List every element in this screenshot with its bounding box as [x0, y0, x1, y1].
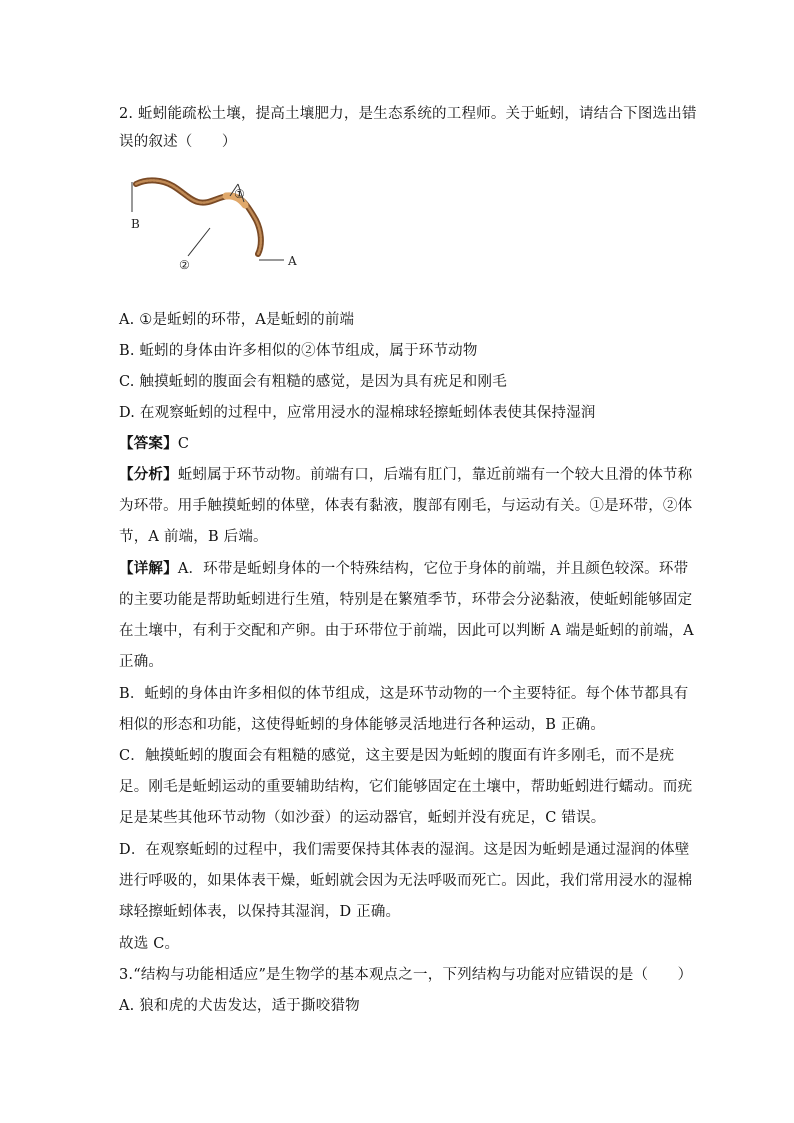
answer-line [119, 434, 189, 454]
q2-option-b: B. 蚯蚓的身体由许多相似的②体节组成，属于环节动物 [119, 343, 478, 359]
detail-a-line1 [119, 559, 688, 579]
detail-tag: 【详解】 [119, 560, 178, 577]
q3-stem: 3.“结构与功能相适应”是生物学的基本观点之一，下列结构与功能对应错误的是（ ） [119, 967, 693, 983]
q3-option-a: A. 狼和虎的犬齿发达，适于撕咬猎物 [119, 998, 360, 1014]
analysis-line3: 节，A 前端，B 后端。 [119, 529, 268, 545]
detail-a-line3: 在土壤中，有利于交配和产卵。由于环带位于前端，因此可以判断 A 端是蚯蚓的前端，A [119, 623, 694, 639]
detail-c-line3: 足是某些其他环节动物（如沙蚕）的运动器官，蚯蚓并没有疣足，C 错误。 [119, 810, 606, 826]
label-1: ① [234, 187, 245, 201]
earthworm-diagram [118, 172, 318, 272]
label-2: ② [179, 258, 190, 272]
answer-value: C [177, 436, 190, 452]
answer-tag: 【答案】 [119, 435, 178, 452]
detail-c-line1: C．触摸蚯蚓的腹面会有粗糙的感觉，这主要是因为蚯蚓的腹面有许多刚毛，而不是疣 [119, 748, 675, 764]
detail-c-line2: 足。刚毛是蚯蚓运动的重要辅助结构，它们能够固定在土壤中，帮助蚯蚓进行蠕动。而疣 [119, 779, 693, 795]
detail-a-line2: 的主要功能是帮助蚯蚓进行生殖，特别是在繁殖季节，环带会分泌黏液，使蚯蚓能够固定 [119, 592, 693, 608]
analysis-text1: 蚯蚓属于环节动物。前端有口，后端有肛门，靠近前端有一个较大且滑的体节称 [177, 467, 693, 483]
q2-stem-line1: 2. 蚯蚓能疏松土壤，提高土壤肥力，是生态系统的工程师。关于蚯蚓，请结合下图选出错 [119, 106, 697, 122]
q2-option-c: C. 触摸蚯蚓的腹面会有粗糙的感觉，是因为具有疣足和刚毛 [119, 374, 507, 390]
q2-option-d: D. 在观察蚯蚓的过程中，应常用浸水的湿棉球轻擦蚯蚓体表使其保持湿润 [119, 405, 596, 421]
detail-d-line2: 进行呼吸的，如果体表干燥，蚯蚓就会因为无法呼吸而死亡。因此，我们常用浸水的湿棉 [119, 873, 693, 889]
analysis-line2: 为环带。用手触摸蚯蚓的体壁，体表有黏液，腹部有刚毛，与运动有关。①是环带，②体 [119, 498, 693, 514]
conclusion: 故选 C。 [119, 936, 180, 952]
analysis-line1 [119, 465, 692, 485]
detail-d-line1: D．在观察蚯蚓的过程中，我们需要保持其体表的湿润。这是因为蚯蚓是通过湿润的体壁 [119, 842, 690, 858]
detail-b-line1: B．蚯蚓的身体由许多相似的体节组成，这是环节动物的一个主要特征。每个体节都具有 [119, 686, 689, 702]
detail-a-line4: 正确。 [119, 654, 164, 670]
label-A: A [288, 254, 297, 268]
q2-option-a: A. ①是蚯蚓的环带，A是蚯蚓的前端 [119, 312, 355, 328]
label-B: B [131, 217, 140, 231]
analysis-tag: 【分析】 [119, 466, 178, 483]
detail-d-line3: 球轻擦蚯蚓体表，以保持其湿润，D 正确。 [119, 904, 401, 920]
detail-a-text1: A．环带是蚯蚓身体的一个特殊结构，它位于身体的前端，并且颜色较深。环带 [177, 561, 689, 577]
q2-stem-line2: 误的叙述（ ） [119, 134, 237, 150]
detail-b-line2: 相似的形态和功能，这使得蚯蚓的身体能够灵活地进行各种运动，B 正确。 [119, 717, 606, 733]
earthworm-figure [118, 172, 318, 272]
pointer-2-line [188, 228, 210, 256]
